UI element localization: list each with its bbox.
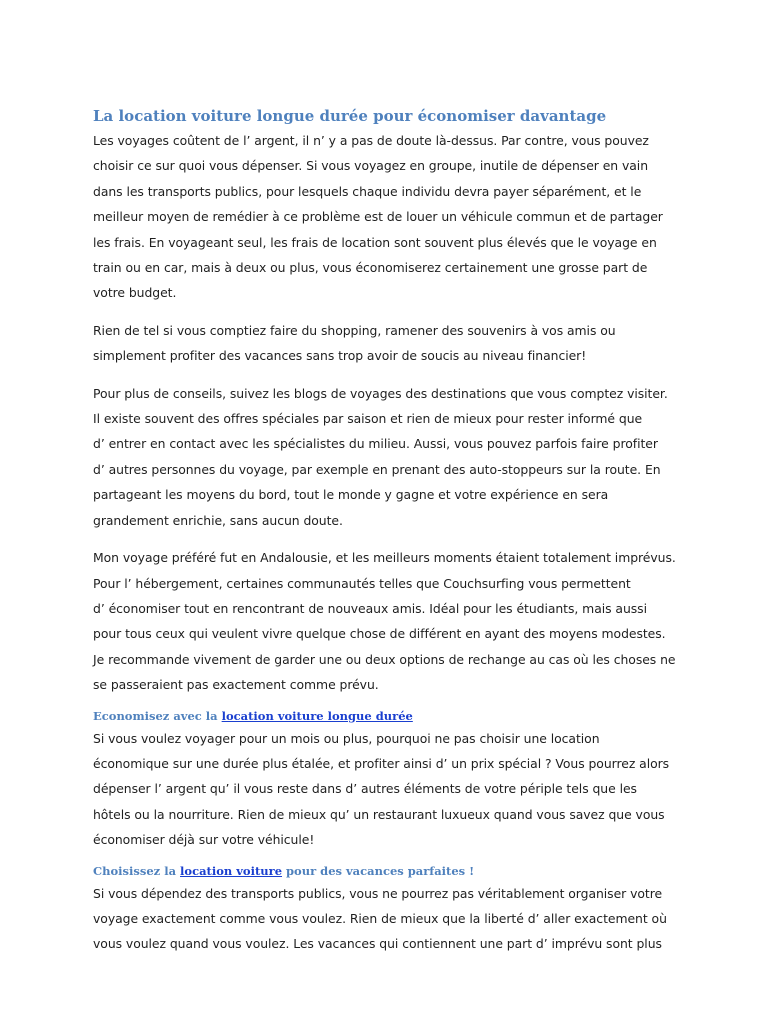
paragraph-spacer: [93, 369, 678, 381]
text-line: Je recommande vivement de garder une ou deux options de rechange au cas où les choses ne: [93, 651, 676, 667]
text-line: Si vous voulez voyager pour un mois ou plus, pourquoi ne pas choisir une location: [93, 730, 600, 746]
text-line: d’ économiser tout en rencontrant de nouveaux amis. Idéal pour les étudiants, mais aussi: [93, 600, 647, 616]
text-line: économiser déjà sur votre véhicule!: [93, 832, 315, 848]
subheading-prefix: Choisissez la: [93, 863, 181, 878]
text-line: choisir ce sur quoi vous dépenser. Si vous voyagez en groupe, inutile de dépenser en vain: [93, 158, 649, 174]
paragraph-shopping: [93, 318, 678, 369]
text-line: Mon voyage préféré fut en Andalousie, et les meilleurs moments étaient totalement imprévus.: [93, 550, 676, 566]
paragraph-andalousie: [93, 545, 678, 697]
text-line: Il existe souvent des offres spéciales par saison et rien de mieux pour rester informé que: [93, 411, 643, 427]
link-location-voiture[interactable]: location voiture: [180, 863, 283, 878]
subheading-suffix: pour des vacances parfaites !: [282, 863, 475, 878]
document-content: [93, 104, 678, 957]
text-line: Rien de tel si vous comptiez faire du shopping, ramener des souvenirs à vos amis ou: [93, 322, 616, 338]
paragraph-spacer: [93, 306, 678, 318]
text-line: meilleur moyen de remédier à ce problème est de louer un véhicule commun et de partager: [93, 209, 663, 225]
subheading-economisez: [93, 706, 678, 726]
paragraph-long-term: [93, 726, 678, 853]
text-line: dans les transports publics, pour lesquels chaque individu devra payer séparément, et le: [93, 183, 642, 199]
text-line: partageant les moyens du bord, tout le monde y gagne et votre expérience en sera: [93, 487, 609, 503]
text-line: d’ autres personnes du voyage, par exemple en prenant des auto-stoppeurs sur la route. En: [93, 461, 661, 477]
text-line: grandement enrichie, sans aucun doute.: [93, 512, 343, 528]
paragraph-spacer: [93, 853, 678, 861]
text-line: Si vous dépendez des transports publics, vous ne pourrez pas véritablement organiser votre: [93, 885, 663, 901]
text-line: les frais. En voyageant seul, les frais de location sont souvent plus élevés que le voyage en: [93, 234, 657, 250]
text-line: votre budget.: [93, 285, 177, 301]
text-line: Les voyages coûtent de l’ argent, il n’ y a pas de doute là-dessus. Par contre, vous pouvez: [93, 133, 649, 148]
text-line: d’ entrer en contact avec les spécialistes du milieu. Aussi, vous pouvez parfois faire profiter: [93, 436, 658, 452]
text-line: simplement profiter des vacances sans trop avoir de soucis au niveau financier!: [93, 348, 587, 364]
subheading-choisissez: [93, 861, 678, 881]
text-line: train ou en car, mais à deux ou plus, vous économiserez certainement une grosse part de: [93, 260, 648, 276]
text-line: voyage exactement comme vous voulez. Rien de mieux que la liberté d’ aller exactement où: [93, 910, 667, 926]
text-line: pour tous ceux qui veulent vivre quelque chose de différent en ayant des moyens modestes.: [93, 626, 666, 642]
text-line: dépenser l’ argent qu’ il vous reste dans d’ autres éléments de votre périple tels que les: [93, 781, 637, 797]
text-line: se passeraient pas exactement comme prévu.: [93, 677, 379, 693]
text-line: Pour plus de conseils, suivez les blogs de voyages des destinations que vous comptez visiter.: [93, 385, 668, 401]
text-line: vous voulez quand vous voulez. Les vacances qui contiennent une part d’ imprévu sont plus: [93, 936, 662, 952]
link-location-longue-duree[interactable]: location voiture longue durée: [221, 708, 413, 723]
text-line: hôtels ou la nourriture. Rien de mieux qu’ un restaurant luxueux quand vous savez que vous: [93, 806, 665, 822]
subheading-prefix: Economisez avec la: [93, 708, 222, 723]
paragraph-spacer: [93, 533, 678, 545]
text-line: Pour l’ hébergement, certaines communautés telles que Couchsurfing vous permettent: [93, 575, 631, 591]
paragraph-freedom: [93, 881, 678, 957]
paragraph-cost: [93, 128, 678, 306]
paragraph-spacer: [93, 698, 678, 706]
document-title: La location voiture longue durée pour économiser davantage: [93, 107, 607, 125]
paragraph-advice: [93, 381, 678, 533]
text-line: économique sur une durée plus étalée, et profiter ainsi d’ un prix spécial ? Vous pourrez alors: [93, 755, 670, 771]
